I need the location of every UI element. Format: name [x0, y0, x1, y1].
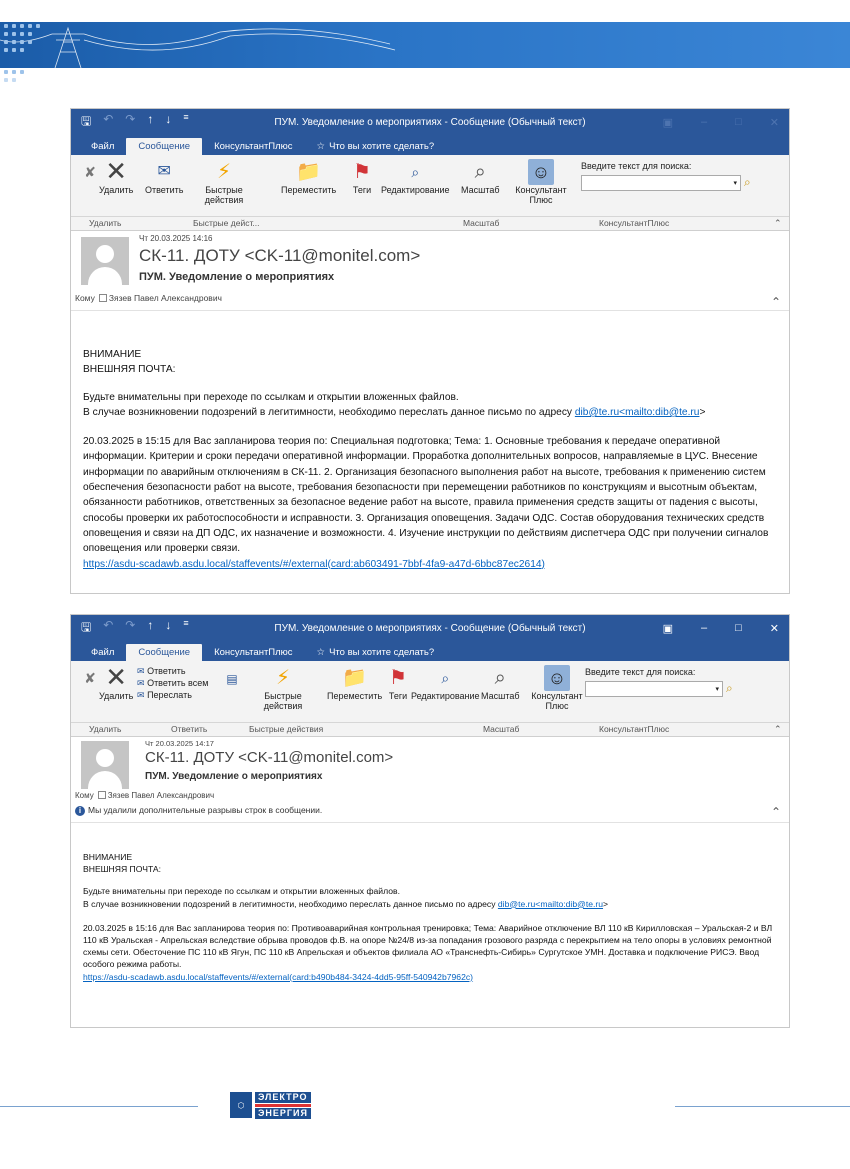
outlook-window-1 — [70, 108, 790, 594]
quick-actions-button[interactable] — [197, 159, 251, 206]
window-controls — [663, 109, 779, 135]
warning-title: ВНИМАНИЕ — [83, 852, 133, 862]
mail-link[interactable]: dib@te.ru<mailto:dib@te.ru — [497, 898, 604, 909]
magnifier-icon: ⌕ — [494, 666, 506, 689]
move-button[interactable] — [327, 665, 382, 701]
group-quick: Быстрые дейст... — [193, 218, 260, 228]
body-line-2-text: В случае возникновении подозрений в легитимности, необходимо переслать данное письмо по адресу — [83, 406, 573, 418]
consultant-icon: ☺ — [528, 159, 554, 185]
logo-line-1: ЭЛЕКТРО — [255, 1092, 311, 1103]
window-controls — [663, 615, 779, 641]
tab-tell-me[interactable] — [305, 644, 447, 661]
consultant-icon: ☺ — [544, 665, 570, 691]
warning-subtitle: ВНЕШНЯЯ ПОЧТА: — [83, 364, 176, 376]
lightning-icon: ⚡ — [275, 666, 291, 689]
reply-all-icon: ✉ — [137, 678, 145, 688]
tab-message[interactable]: Сообщение — [126, 138, 202, 155]
move-button[interactable] — [281, 159, 336, 195]
zoom-button[interactable] — [461, 159, 500, 195]
mail-tail: > — [603, 898, 609, 909]
warning-subtitle: ВНЕШНЯЯ ПОЧТА: — [83, 864, 162, 875]
undo-icon[interactable]: ↶ — [103, 111, 114, 126]
consultant-label: Консультант Плюс — [515, 185, 567, 206]
delete-x-icon: ✕ — [105, 662, 128, 693]
delete-label: Удалить — [99, 185, 134, 195]
reply-button[interactable] — [145, 159, 183, 195]
group-zoom: Масштаб — [483, 724, 520, 734]
flag-icon: ⚑ — [389, 666, 407, 689]
outlook-window-2 — [70, 614, 790, 1028]
group-delete: Удалить — [89, 218, 122, 228]
page-banner — [0, 0, 850, 82]
message-subject: ПУМ. Уведомление о мероприятиях — [139, 271, 335, 283]
reply-icon: ✉ — [137, 666, 145, 676]
folder-icon: 📁 — [342, 666, 368, 689]
recipient-checkbox[interactable] — [99, 294, 107, 302]
consultant-button[interactable] — [511, 159, 571, 206]
group-delete: Удалить — [89, 724, 122, 734]
tab-consultant[interactable]: КонсультантПлюс — [214, 141, 293, 152]
search-label: Введите текст для поиска: — [585, 667, 696, 677]
event-link[interactable]: https://asdu-scadawb.asdu.local/staffevents/#/external(card:b490b484-3424-4dd5-95ff-540942b7962c) — [83, 971, 474, 982]
ribbon-tabs — [71, 135, 789, 155]
tags-button[interactable] — [385, 665, 411, 701]
dropdown-icon[interactable]: ▾ — [715, 686, 719, 693]
folder-icon: 📁 — [296, 160, 322, 183]
search-label: Введите текст для поиска: — [581, 161, 692, 171]
close-icon[interactable]: ✕ — [769, 622, 779, 635]
decorative-dots — [0, 20, 64, 80]
arrow-up-icon[interactable]: ↑ — [147, 617, 154, 632]
reply-icon: ✉ — [157, 162, 171, 180]
body-line-1: Будьте внимательны при переходе по ссылкам и открытии вложенных файлов. — [83, 391, 459, 403]
power-line-icon — [0, 22, 850, 68]
consultant-label: Консультант Плюс — [531, 691, 583, 712]
warning-title: ВНИМАНИЕ — [83, 349, 142, 360]
quick-actions-label: Быстрые действия — [263, 691, 303, 712]
dropdown-icon[interactable]: ▾ — [733, 180, 737, 187]
logo — [230, 1090, 328, 1120]
window-title: ПУМ. Уведомление о мероприятиях - Сообщение (Обычный текст) — [274, 116, 586, 128]
quick-access-toolbar — [81, 112, 189, 133]
message-to — [75, 791, 214, 800]
message-date: Чт 20.03.2025 14:17 — [145, 739, 214, 748]
move-label: Переместить — [281, 185, 337, 195]
ribbon — [71, 155, 789, 217]
consultant-search-input[interactable] — [585, 681, 723, 697]
reply-label: Ответить — [147, 666, 186, 676]
avatar — [81, 741, 129, 789]
zoom-button[interactable] — [481, 665, 520, 701]
message-from: СК-11. ДОТУ <CK-11@monitel.com> — [139, 246, 421, 265]
forward-icon: ✉ — [137, 690, 145, 700]
arrow-down-icon[interactable]: ↓ — [165, 617, 172, 632]
lightbulb-icon: ☆ — [316, 647, 326, 658]
lightning-icon: ⚡ — [216, 160, 232, 183]
arrow-up-icon[interactable]: ↑ — [147, 111, 154, 126]
ribbon-group-labels — [71, 723, 789, 737]
body-line-2 — [83, 898, 779, 910]
footer-line-left — [0, 1106, 198, 1107]
save-icon[interactable]: 🖫 — [81, 619, 92, 634]
body-line-2 — [83, 405, 779, 420]
ribbon — [71, 661, 789, 723]
to-recipient[interactable]: Зязев Павел Александрович — [107, 791, 215, 800]
redo-icon[interactable]: ↷ — [125, 111, 136, 126]
delete-x-icon: ✕ — [105, 156, 128, 187]
info-bar — [75, 805, 322, 816]
event-text: 20.03.2025 в 15:16 для Вас запланирова теория по: Противоаварийная контрольная тренировка; Тема: Аварийное отключение ВЛ 110 кВ Кирилловская – Уральская-2 и ВЛ 110 кВ Уральская - Апрельская вследствие обрыва проводов ф.В. на опоре №24/8 из-за попадания грозового разряда с перекрытием на тело опоры в условиях ремонтной схемы сети. Обесточение ПС 110 кВ Ягун, ПС 110 кВ Апрельская и объектов филиала АО «Транснефть-Сибирь» Сургутское УМН. Доставка и подключение РИСЭ. Ввод особого режима работы. — [83, 922, 773, 970]
info-text: Мы удалили дополнительные разрывы строк в сообщении. — [88, 805, 323, 815]
logo-mark-icon: ⬡ — [230, 1092, 252, 1118]
collapse-header-icon[interactable]: ⌃ — [770, 805, 781, 819]
window-title: ПУМ. Уведомление о мероприятиях - Сообщение (Обычный текст) — [274, 622, 586, 634]
ignore-icon: ✘ — [84, 669, 96, 686]
ignore-icon: ✘ — [84, 163, 96, 180]
collapse-ribbon-icon[interactable]: ⌃ — [774, 724, 782, 734]
logo-words — [255, 1092, 311, 1119]
avatar — [81, 237, 129, 285]
undo-icon[interactable]: ↶ — [103, 617, 114, 632]
zoom-label: Масштаб — [461, 185, 500, 195]
zoom-label: Масштаб — [481, 691, 520, 701]
reply-label: Ответить — [145, 185, 184, 195]
close-icon[interactable]: ✕ — [769, 116, 779, 129]
minimize-icon[interactable]: – — [701, 622, 708, 634]
arrow-down-icon[interactable]: ↓ — [165, 111, 172, 126]
message-header — [71, 231, 789, 311]
more-respond-button[interactable] — [219, 667, 245, 693]
tab-file[interactable]: Файл — [91, 141, 115, 152]
consultant-button[interactable] — [527, 665, 587, 712]
to-label: Кому — [75, 293, 95, 303]
group-consultant: КонсультантПлюс — [599, 724, 670, 734]
maximize-icon[interactable]: □ — [735, 622, 742, 634]
redo-icon[interactable]: ↷ — [125, 617, 136, 632]
mail-link[interactable]: dib@te.ru<mailto:dib@te.ru — [574, 406, 700, 418]
message-body — [83, 347, 779, 572]
customize-icon[interactable]: ≡ — [183, 617, 189, 628]
quick-access-toolbar — [81, 618, 189, 639]
info-icon: i — [75, 806, 85, 816]
ribbon-display-icon[interactable]: ▣ — [662, 116, 673, 129]
maximize-icon[interactable]: □ — [735, 116, 742, 128]
banner-band — [0, 22, 850, 68]
search-go-icon[interactable]: ⌕ — [726, 681, 733, 695]
group-quick: Быстрые действия — [249, 724, 324, 734]
delete-label: Удалить — [99, 691, 134, 701]
message-to — [75, 293, 222, 303]
tags-label: Теги — [352, 185, 372, 195]
event-link-line — [83, 971, 779, 983]
tab-file[interactable]: Файл — [91, 647, 115, 658]
event-text: 20.03.2025 в 15:15 для Вас запланирова теория по: Специальная подготовка; Тема: 1. Основные требования к передаче оперативной информации. Критерии и сроки передачи оперативной информации. Проработка дополнительных вопросов, направляемые в ЦУС. Внесение информации по аварийным отключениям в СК-11. 2. Организация безопасного выполнения работ на высоте, требования к применению систем обеспечения безопасности работ на высоте, требования безопасности при перемещении работников по конструкциям и высотным объектам, обязанности работников, ответственных за безопасное ведение работ на высоте, правила применения средств защиты от падения с высоты, способы проверки их работоспособности и исправности. 3. Организация оповещения. Задачи ОДС. Состав оборудования технических средств оповещения и связи на ДП ОДС, их назначение и возможности. 4. Изучение инструкции по действиям диспетчера ОДС при получении сигналов оповещения или проверки связи. — [83, 436, 769, 555]
recipient-checkbox[interactable] — [98, 791, 106, 799]
group-consultant: КонсультантПлюс — [599, 218, 670, 228]
quick-actions-label: Быстрые действия — [204, 185, 244, 206]
consultant-search-input[interactable] — [581, 175, 741, 191]
tab-tell-me[interactable] — [305, 138, 447, 155]
respond-group — [137, 665, 208, 701]
tell-me-label: Что вы хотите сделать? — [329, 141, 435, 152]
reply-all-button[interactable] — [137, 677, 208, 689]
ribbon-group-labels — [71, 217, 789, 231]
editing-label: Редактирование — [381, 185, 450, 195]
title-bar — [71, 615, 789, 641]
delete-button[interactable] — [99, 662, 134, 701]
minimize-icon[interactable]: – — [701, 116, 708, 128]
tell-me-label: Что вы хотите сделать? — [329, 647, 435, 658]
event-link[interactable]: https://asdu-scadawb.asdu.local/staffevents/#/external(card:ab603491-7bbf-4fa9-a47d-6bbc87ec2614) — [83, 558, 545, 570]
editing-button[interactable] — [411, 665, 480, 701]
tags-button[interactable] — [349, 159, 375, 195]
logo-line-2: ЭНЕРГИЯ — [255, 1108, 311, 1119]
find-icon: ⌕ — [411, 163, 420, 180]
group-zoom: Масштаб — [463, 218, 500, 228]
message-subject: ПУМ. Уведомление о мероприятиях — [145, 771, 323, 782]
mail-tail: > — [699, 406, 706, 418]
customize-icon[interactable]: ≡ — [183, 111, 189, 122]
to-label: Кому — [75, 791, 94, 800]
event-link-line — [83, 557, 779, 572]
lightbulb-icon: ☆ — [316, 141, 326, 152]
tab-message[interactable]: Сообщение — [126, 644, 202, 661]
quick-actions-button[interactable] — [253, 665, 313, 712]
message-body — [83, 851, 779, 983]
tags-label: Теги — [388, 691, 408, 701]
title-bar — [71, 109, 789, 135]
message-date: Чт 20.03.2025 14:16 — [139, 234, 213, 243]
message-from: СК-11. ДОТУ <CK-11@monitel.com> — [145, 749, 394, 766]
logo-strip — [255, 1104, 311, 1107]
meeting-icon: ▤ — [226, 672, 238, 687]
ribbon-display-icon[interactable]: ▣ — [662, 622, 673, 635]
collapse-header-icon[interactable]: ⌃ — [770, 295, 781, 309]
editing-label: Редактирование — [411, 691, 480, 701]
flag-icon: ⚑ — [353, 160, 371, 183]
search-go-icon[interactable]: ⌕ — [744, 175, 751, 189]
ribbon-tabs — [71, 641, 789, 661]
to-recipient[interactable]: Зязев Павел Александрович — [108, 293, 222, 303]
collapse-ribbon-icon[interactable]: ⌃ — [774, 218, 782, 228]
group-respond: Ответить — [171, 724, 208, 734]
save-icon[interactable]: 🖫 — [81, 113, 92, 128]
message-header — [71, 737, 789, 823]
footer-line-right — [675, 1106, 850, 1107]
reply-all-label: Ответить всем — [147, 678, 209, 688]
body-line-1: Будьте внимательны при переходе по ссылкам и открытии вложенных файлов. — [83, 886, 400, 897]
body-line-2-text: В случае возникновении подозрений в легитимности, необходимо переслать данное письмо по адресу — [83, 898, 496, 909]
editing-button[interactable] — [381, 159, 450, 195]
move-label: Переместить — [327, 691, 383, 701]
forward-button[interactable] — [137, 689, 208, 701]
reply-button[interactable] — [137, 665, 208, 677]
forward-label: Переслать — [147, 690, 192, 700]
magnifier-icon: ⌕ — [474, 160, 486, 183]
tab-consultant[interactable]: КонсультантПлюс — [214, 647, 293, 658]
delete-button[interactable] — [99, 156, 134, 195]
find-icon: ⌕ — [441, 669, 450, 686]
